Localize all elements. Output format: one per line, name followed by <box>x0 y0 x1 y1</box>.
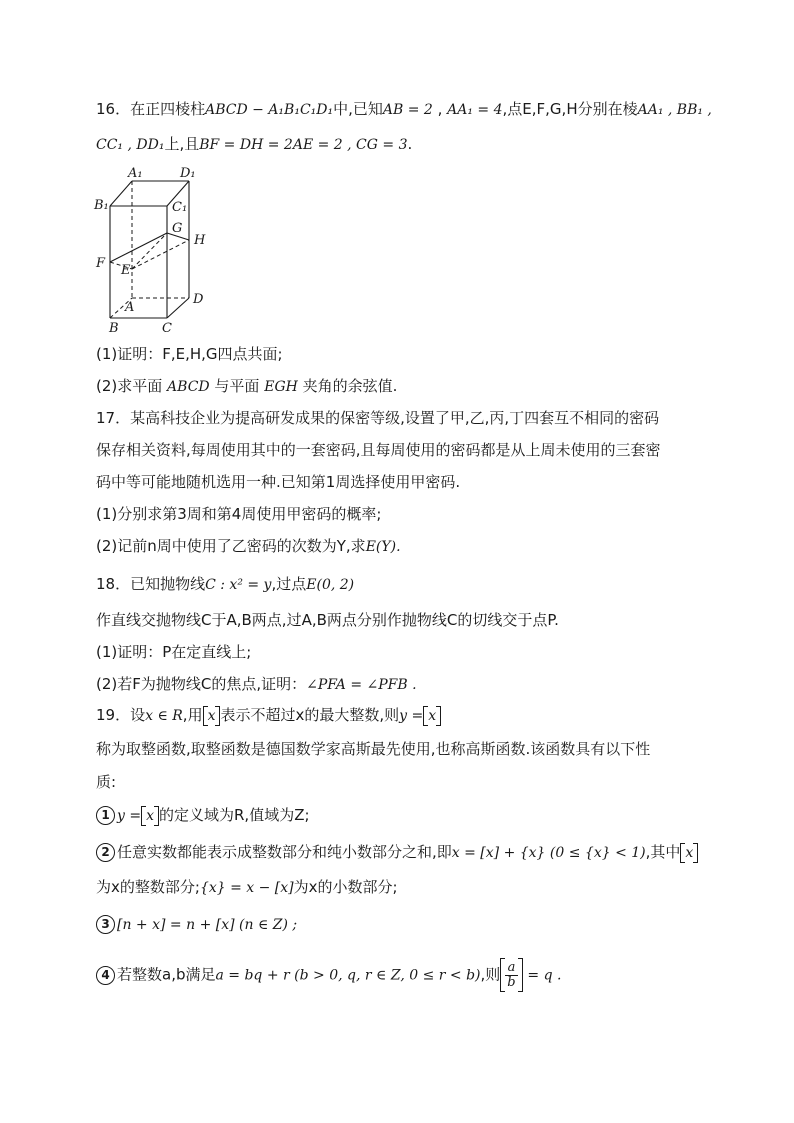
q17-part1: (1)分别求第3周和第4周使用甲密码的概率; <box>96 505 382 523</box>
prop4-then: ,则 <box>480 965 501 984</box>
q16-part1: (1)证明：F,E,H,G四点共面; <box>96 345 283 363</box>
q18-part2 <box>96 673 417 696</box>
q16-line2: CC₁ , DD₁上,且BF = DH = 2AE = 2 , CG = 3. <box>96 135 413 153</box>
prop2-text: 任意实数都能表示成整数部分和纯小数部分之和,即 <box>117 843 452 861</box>
label-h: H <box>194 233 206 248</box>
q16-points: ,点E,F,G,H分别在棱 <box>502 100 638 118</box>
circled-one-icon: 1 <box>96 806 115 825</box>
q19-x-in-r: x ∈ R <box>145 708 183 724</box>
q16-edges2: CC₁ , DD₁ <box>96 137 165 153</box>
q16-part2-post: 夹角的余弦值. <box>302 377 398 395</box>
q19-property-2: 2 任意实数都能表示成整数部分和纯小数部分之和,即x = [x] + {x} (0 ≤ {x} < 1),其中 x <box>96 841 698 864</box>
label-c1: C₁ <box>172 200 188 215</box>
prop2-where: ,其中 <box>645 843 681 861</box>
q16-intro: 16．在正四棱柱 <box>96 100 206 118</box>
q19-property-1: 1 y = x 的定义域为R,值域为Z; <box>96 804 310 827</box>
q16-and: 上,且 <box>164 135 200 153</box>
prop2-frac-formula: {x} = x − [x] <box>199 880 294 896</box>
q16-ab: AB = 2 <box>382 102 433 118</box>
prop4-result: = q . <box>527 967 562 984</box>
q16-part2-mid: 与平面 <box>214 377 260 395</box>
q18-angles: ∠PFA = ∠PFB . <box>306 677 417 693</box>
circled-four-icon: 4 <box>96 966 115 985</box>
q19-line1: 19．设x ∈ R,用 x 表示不超过x的最大整数,则y = x <box>96 704 441 727</box>
q19-floor-x: x <box>207 708 216 724</box>
q18-line1 <box>96 573 354 596</box>
prop4-text: 若整数a,b满足 <box>117 965 216 984</box>
q17-expectation: E(Y). <box>365 539 401 555</box>
q17-part2 <box>96 535 401 558</box>
q17-line3: 码中等可能地随机选用一种.已知第1周选择使用甲密码. <box>96 473 461 491</box>
q19-y-eq: y = <box>399 708 424 724</box>
q17-line1: 17．某高科技企业为提高研发成果的保密等级,设置了甲,乙,丙,丁四套互不相同的密码 <box>96 409 660 427</box>
q18-line2: 作直线交抛物线C于A,B两点,过A,B两点分别作抛物线C的切线交于点P. <box>96 611 559 629</box>
q16-known: 中,已知 <box>333 100 383 118</box>
q16-condition: BF = DH = 2AE = 2 , CG = 3 <box>199 137 408 153</box>
label-b1: B₁ <box>94 198 109 213</box>
q18-point-e: E(0, 2) <box>306 577 355 593</box>
frac-denominator: b <box>507 974 516 990</box>
q17-part2-text: (2)记前n周中使用了乙密码的次数为Y,求 <box>96 537 366 555</box>
q19-use: ,用 <box>182 706 203 724</box>
prop4-formula: a = bq + r (b > 0, q, r ∈ Z, 0 ≤ r < b) <box>215 967 481 984</box>
q16-aa1: AA₁ = 4 <box>447 102 503 118</box>
q16-part2-pre: (2)求平面 <box>96 377 163 395</box>
circled-three-icon: 3 <box>96 915 115 934</box>
q17-line2: 保存相关资料,每周使用其中的一套密码,且每周使用的密码都是从上周未使用的三套密 <box>96 441 661 459</box>
plane-egh: EGH <box>264 379 298 395</box>
q19-line3: 质: <box>96 773 117 791</box>
label-f: F <box>96 256 106 271</box>
q19-line2: 称为取整函数,取整函数是德国数学家高斯最先使用,也称高斯函数.该函数具有以下性 <box>96 740 651 758</box>
q18-part2-text: (2)若F为抛物线C的焦点,证明： <box>96 675 307 693</box>
circled-two-icon: 2 <box>96 843 115 862</box>
frac-numerator: a <box>505 961 517 976</box>
prop2-frac-part: 为x的小数部分; <box>293 878 398 896</box>
q16-edges1: AA₁ , BB₁ , <box>637 102 712 118</box>
label-d: D <box>193 292 204 307</box>
q18-through: ,过点 <box>271 575 307 593</box>
q16-line1: 16．在正四棱柱ABCD − A₁B₁C₁D₁中,已知AB = 2 , AA₁ = 4,点E,F,G,H分别在棱AA₁ , BB₁ , <box>96 100 712 118</box>
q16-prism: ABCD − A₁B₁C₁D₁ <box>205 102 334 118</box>
fraction-a-over-b <box>505 961 517 990</box>
q18-parabola: C : x² = y <box>205 577 272 593</box>
label-a1: A₁ <box>128 166 143 181</box>
q19-intro: 19．设 <box>96 706 146 724</box>
label-g: G <box>172 221 183 236</box>
q16-part2 <box>96 375 397 398</box>
label-b: B <box>109 321 119 336</box>
label-a: A <box>125 300 135 315</box>
prop2-formula: x = [x] + {x} (0 ≤ {x} < 1) <box>451 845 646 861</box>
q19-property-4 <box>96 958 561 992</box>
prop1-text: 的定义域为R,值域为Z; <box>159 806 310 824</box>
prop2-int-part: 为x的整数部分; <box>96 878 200 896</box>
label-d1: D₁ <box>180 166 196 181</box>
q19-def: 表示不超过x的最大整数,则 <box>220 706 400 724</box>
prop3-formula: [n + x] = n + [x] (n ∈ Z) ; <box>117 917 298 933</box>
plane-abcd: ABCD <box>167 379 210 395</box>
q19-property-2-cont <box>96 876 398 899</box>
q18-intro: 18．已知抛物线 <box>96 575 206 593</box>
label-c: C <box>162 321 172 336</box>
prop1-y: y = <box>117 808 142 824</box>
prism-figure <box>92 166 222 342</box>
label-e: E <box>121 263 131 278</box>
q19-property-3 <box>96 913 297 936</box>
q18-part1: (1)证明：P在定直线上; <box>96 643 252 661</box>
